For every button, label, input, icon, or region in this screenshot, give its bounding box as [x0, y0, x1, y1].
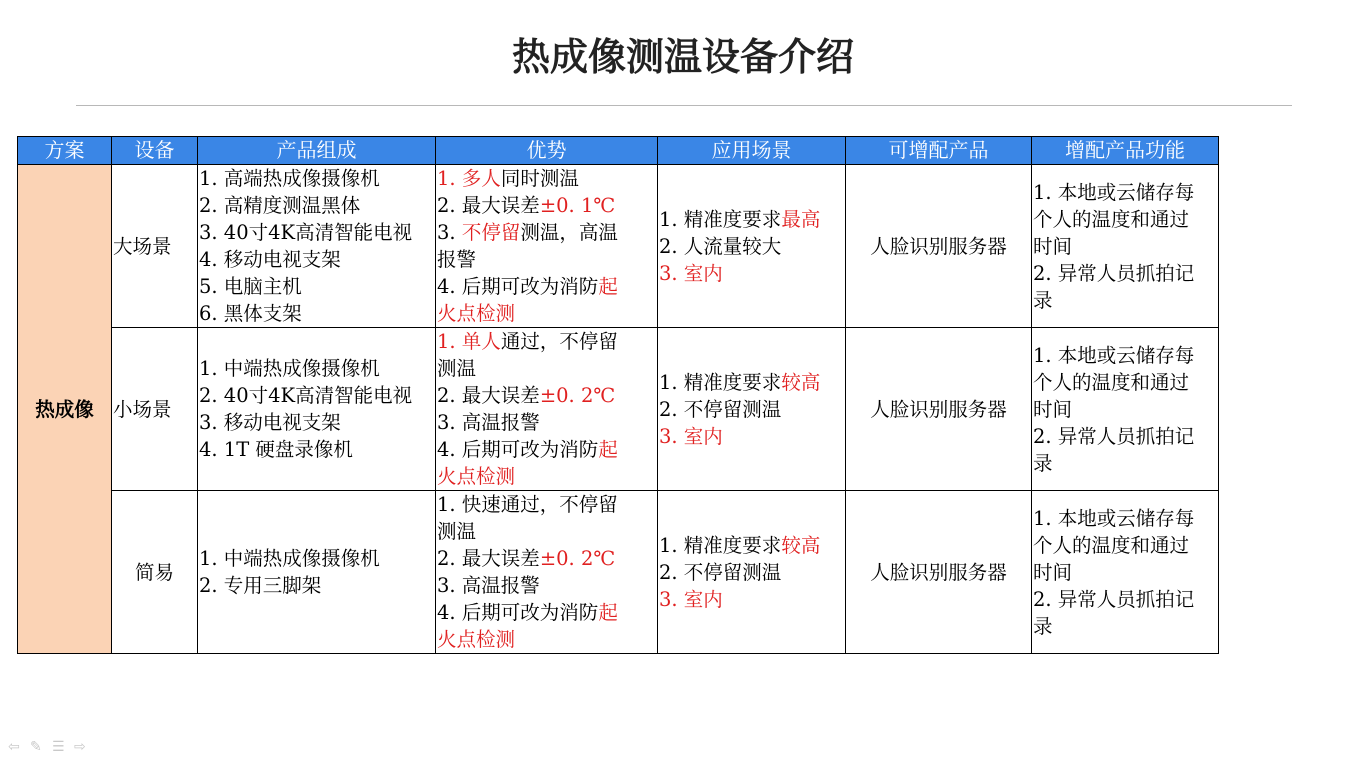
function-item: 1. 本地或云储存每 — [1033, 343, 1195, 367]
cell-text: 测温，高温 — [520, 221, 618, 244]
highlight-text: 不停留 — [461, 221, 521, 244]
cell-line — [437, 626, 656, 653]
cell-text: 1. 精准度要求 — [659, 207, 782, 231]
header-cell: 产品组成 — [198, 137, 436, 165]
highlight-text: 3. 室内 — [659, 587, 723, 611]
cell-line — [437, 219, 656, 246]
cell-line — [659, 206, 844, 233]
cell-line — [437, 273, 656, 300]
component-item: 1. 中端热成像摄像机 — [199, 547, 380, 570]
header-row — [18, 137, 1219, 165]
table-row — [18, 491, 1219, 654]
addon-cell: 人脸识别服务器 — [846, 328, 1032, 491]
function-item: 2. 异常人员抓拍记 — [1033, 261, 1195, 285]
cell-text: 4. 后期可改为消防 — [437, 601, 599, 624]
highlight-text: 1. 多人 — [437, 167, 501, 190]
cell-line — [659, 396, 844, 423]
cell-line — [437, 382, 656, 409]
addon-cell: 人脸识别服务器 — [846, 165, 1032, 328]
scenarios-cell — [658, 328, 846, 491]
highlight-text: 起 — [598, 275, 618, 298]
cell-text: 1. 精准度要求 — [659, 370, 782, 394]
table-row — [18, 328, 1219, 491]
components-cell — [198, 328, 436, 491]
cell-line — [437, 518, 656, 545]
scheme-cell: 热成像 — [18, 165, 112, 654]
highlight-text: 火点检测 — [437, 465, 516, 488]
cell-line — [659, 260, 844, 287]
pen-icon[interactable]: ✎ — [30, 739, 42, 755]
cell-line — [659, 233, 844, 260]
function-item: 录 — [1033, 288, 1053, 312]
menu-icon[interactable]: ☰ — [52, 739, 65, 755]
component-item: 1. 高端热成像摄像机 — [199, 167, 380, 190]
addon-cell: 人脸识别服务器 — [846, 491, 1032, 654]
cell-text: 2. 不停留测温 — [659, 560, 782, 584]
highlight-text: ±0. 2℃ — [539, 384, 616, 407]
cell-text: 1. 精准度要求 — [659, 533, 782, 557]
component-item: 4. 1T 硬盘录像机 — [199, 438, 353, 461]
forward-arrow-icon[interactable]: ⇨ — [74, 739, 86, 755]
function-item: 时间 — [1033, 234, 1073, 258]
function-item: 个人的温度和通过 — [1033, 207, 1190, 231]
component-item: 2. 专用三脚架 — [199, 574, 322, 597]
header-cell: 应用场景 — [658, 137, 846, 165]
cell-text: 2. 最大误差 — [437, 194, 540, 217]
cell-text: 3. — [437, 221, 462, 244]
cell-line — [437, 463, 656, 490]
title-divider — [76, 105, 1292, 106]
highlight-text: 较高 — [781, 370, 821, 394]
highlight-text: 3. 室内 — [659, 424, 723, 448]
highlight-text: 3. 室内 — [659, 261, 723, 285]
equipment-table — [17, 136, 1219, 654]
table-row — [18, 165, 1219, 328]
cell-line — [437, 599, 656, 626]
component-item: 6. 黑体支架 — [199, 302, 302, 325]
device-cell: 简易 — [112, 491, 198, 654]
cell-line — [437, 246, 656, 273]
highlight-text: 起 — [598, 438, 618, 461]
highlight-text: 火点检测 — [437, 302, 516, 325]
cell-text: 通过，不停留 — [500, 330, 618, 353]
cell-line — [437, 192, 656, 219]
device-cell: 大场景 — [112, 165, 198, 328]
function-item: 个人的温度和通过 — [1033, 370, 1190, 394]
cell-line — [437, 328, 656, 355]
cell-text: 同时测温 — [500, 167, 579, 190]
header-cell: 方案 — [18, 137, 112, 165]
header-cell: 可增配产品 — [846, 137, 1032, 165]
component-item: 3. 40寸4K高清智能电视 — [199, 221, 413, 244]
function-item: 时间 — [1033, 560, 1073, 584]
component-item: 1. 中端热成像摄像机 — [199, 357, 380, 380]
scenarios-cell — [658, 165, 846, 328]
cell-line — [659, 586, 844, 613]
function-item: 个人的温度和通过 — [1033, 533, 1190, 557]
advantages-cell — [436, 328, 658, 491]
header-cell: 增配产品功能 — [1032, 137, 1219, 165]
cell-text: 测温 — [437, 520, 477, 543]
cell-line — [437, 409, 656, 436]
addon-functions-cell — [1032, 491, 1219, 654]
function-item: 录 — [1033, 614, 1053, 638]
highlight-text: 1. 单人 — [437, 330, 501, 353]
highlight-text: 起 — [598, 601, 618, 624]
cell-line — [437, 572, 656, 599]
cell-line — [437, 355, 656, 382]
cell-line — [659, 369, 844, 396]
advantages-cell — [436, 165, 658, 328]
cell-line — [437, 300, 656, 327]
slide-navigation — [8, 738, 90, 756]
highlight-text: 最高 — [781, 207, 821, 231]
highlight-text: ±0. 2℃ — [539, 547, 616, 570]
scenarios-cell — [658, 491, 846, 654]
cell-line — [437, 436, 656, 463]
component-item: 2. 40寸4K高清智能电视 — [199, 384, 413, 407]
cell-line — [659, 559, 844, 586]
cell-text: 3. 高温报警 — [437, 574, 540, 597]
components-cell — [198, 165, 436, 328]
back-arrow-icon[interactable]: ⇦ — [8, 739, 20, 755]
cell-line — [437, 491, 656, 518]
cell-text: 1. 快速通过，不停留 — [437, 493, 618, 516]
cell-text: 2. 人流量较大 — [659, 234, 782, 258]
cell-line — [659, 532, 844, 559]
component-item: 5. 电脑主机 — [199, 275, 302, 298]
header-cell: 优势 — [436, 137, 658, 165]
cell-text: 2. 最大误差 — [437, 384, 540, 407]
highlight-text: ±0. 1℃ — [539, 194, 616, 217]
cell-text: 报警 — [437, 248, 477, 271]
function-item: 2. 异常人员抓拍记 — [1033, 424, 1195, 448]
cell-line — [659, 423, 844, 450]
highlight-text: 火点检测 — [437, 628, 516, 651]
slide-title: 热成像测温设备介绍 — [511, 35, 854, 79]
function-item: 时间 — [1033, 397, 1073, 421]
function-item: 2. 异常人员抓拍记 — [1033, 587, 1195, 611]
components-cell — [198, 491, 436, 654]
header-cell: 设备 — [112, 137, 198, 165]
addon-functions-cell — [1032, 165, 1219, 328]
cell-line — [437, 165, 656, 192]
cell-text: 2. 最大误差 — [437, 547, 540, 570]
cell-text: 3. 高温报警 — [437, 411, 540, 434]
cell-line — [437, 545, 656, 572]
cell-text: 测温 — [437, 357, 477, 380]
highlight-text: 较高 — [781, 533, 821, 557]
function-item: 1. 本地或云储存每 — [1033, 180, 1195, 204]
cell-text: 4. 后期可改为消防 — [437, 438, 599, 461]
addon-functions-cell — [1032, 328, 1219, 491]
device-cell: 小场景 — [112, 328, 198, 491]
component-item: 2. 高精度测温黑体 — [199, 194, 361, 217]
function-item: 1. 本地或云储存每 — [1033, 506, 1195, 530]
component-item: 3. 移动电视支架 — [199, 411, 341, 434]
advantages-cell — [436, 491, 658, 654]
cell-text: 2. 不停留测温 — [659, 397, 782, 421]
component-item: 4. 移动电视支架 — [199, 248, 341, 271]
function-item: 录 — [1033, 451, 1053, 475]
cell-text: 4. 后期可改为消防 — [437, 275, 599, 298]
